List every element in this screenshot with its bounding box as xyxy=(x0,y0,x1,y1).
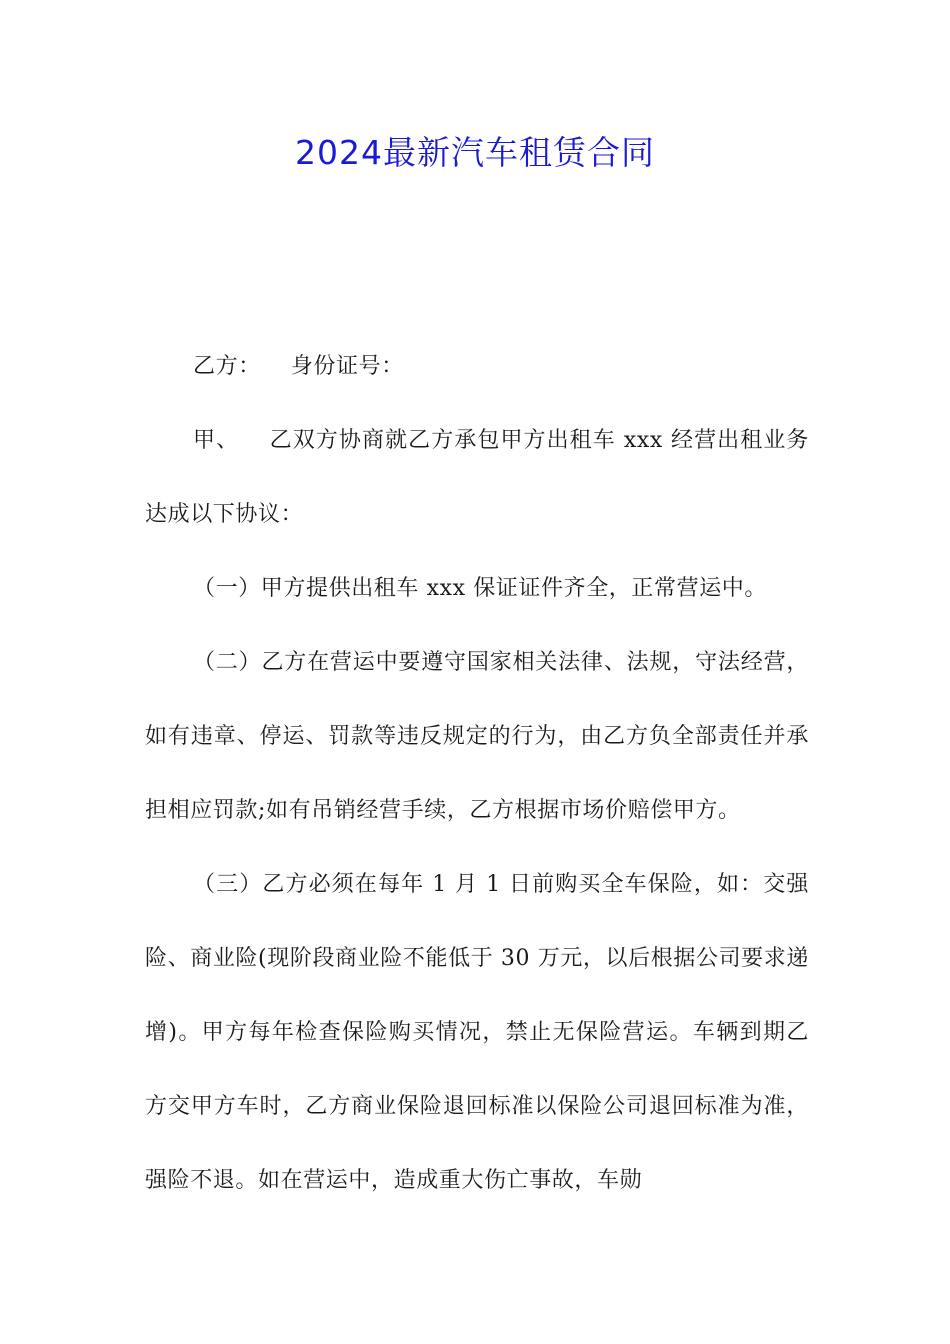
party-b-label: 乙方： xyxy=(193,354,261,379)
document-title: 2024最新汽车租赁合同 xyxy=(295,133,655,172)
clause-3: （三）乙方必须在每年 1 月 1 日前购买全车保险，如：交强险、商业险(现阶段商业险不能低于 30 万元，以后根据公司要求递增)。甲方每年检查保险购买情况，禁止无保险营运。车辆到期乙方交甲方车时，乙方商业保险退回标准以保险公司退回标准为准，强险不退。如在营运中，造成重大伤亡事故，车勋 xyxy=(145,872,809,1193)
id-number-label: 身份证号： xyxy=(290,354,404,379)
clause-2: （二）乙方在营运中要遵守国家相关法律、法规，守法经营，如有违章、停运、罚款等违反规定的行为，由乙方负全部责任并承担相应罚款;如有吊销经营手续，乙方根据市场价赔偿甲方。 xyxy=(145,650,809,823)
clause-1: （一）甲方提供出租车 xxx 保证证件齐全，正常营运中。 xyxy=(193,576,768,601)
intro-party-a: 甲、 xyxy=(193,428,240,453)
intro-paragraph xyxy=(145,404,809,552)
document-body xyxy=(145,330,809,1218)
party-b-line xyxy=(145,330,809,404)
intro-text: 乙双方协商就乙方承包甲方出租车 xxx 经营出租业务达成以下协议： xyxy=(145,428,810,527)
